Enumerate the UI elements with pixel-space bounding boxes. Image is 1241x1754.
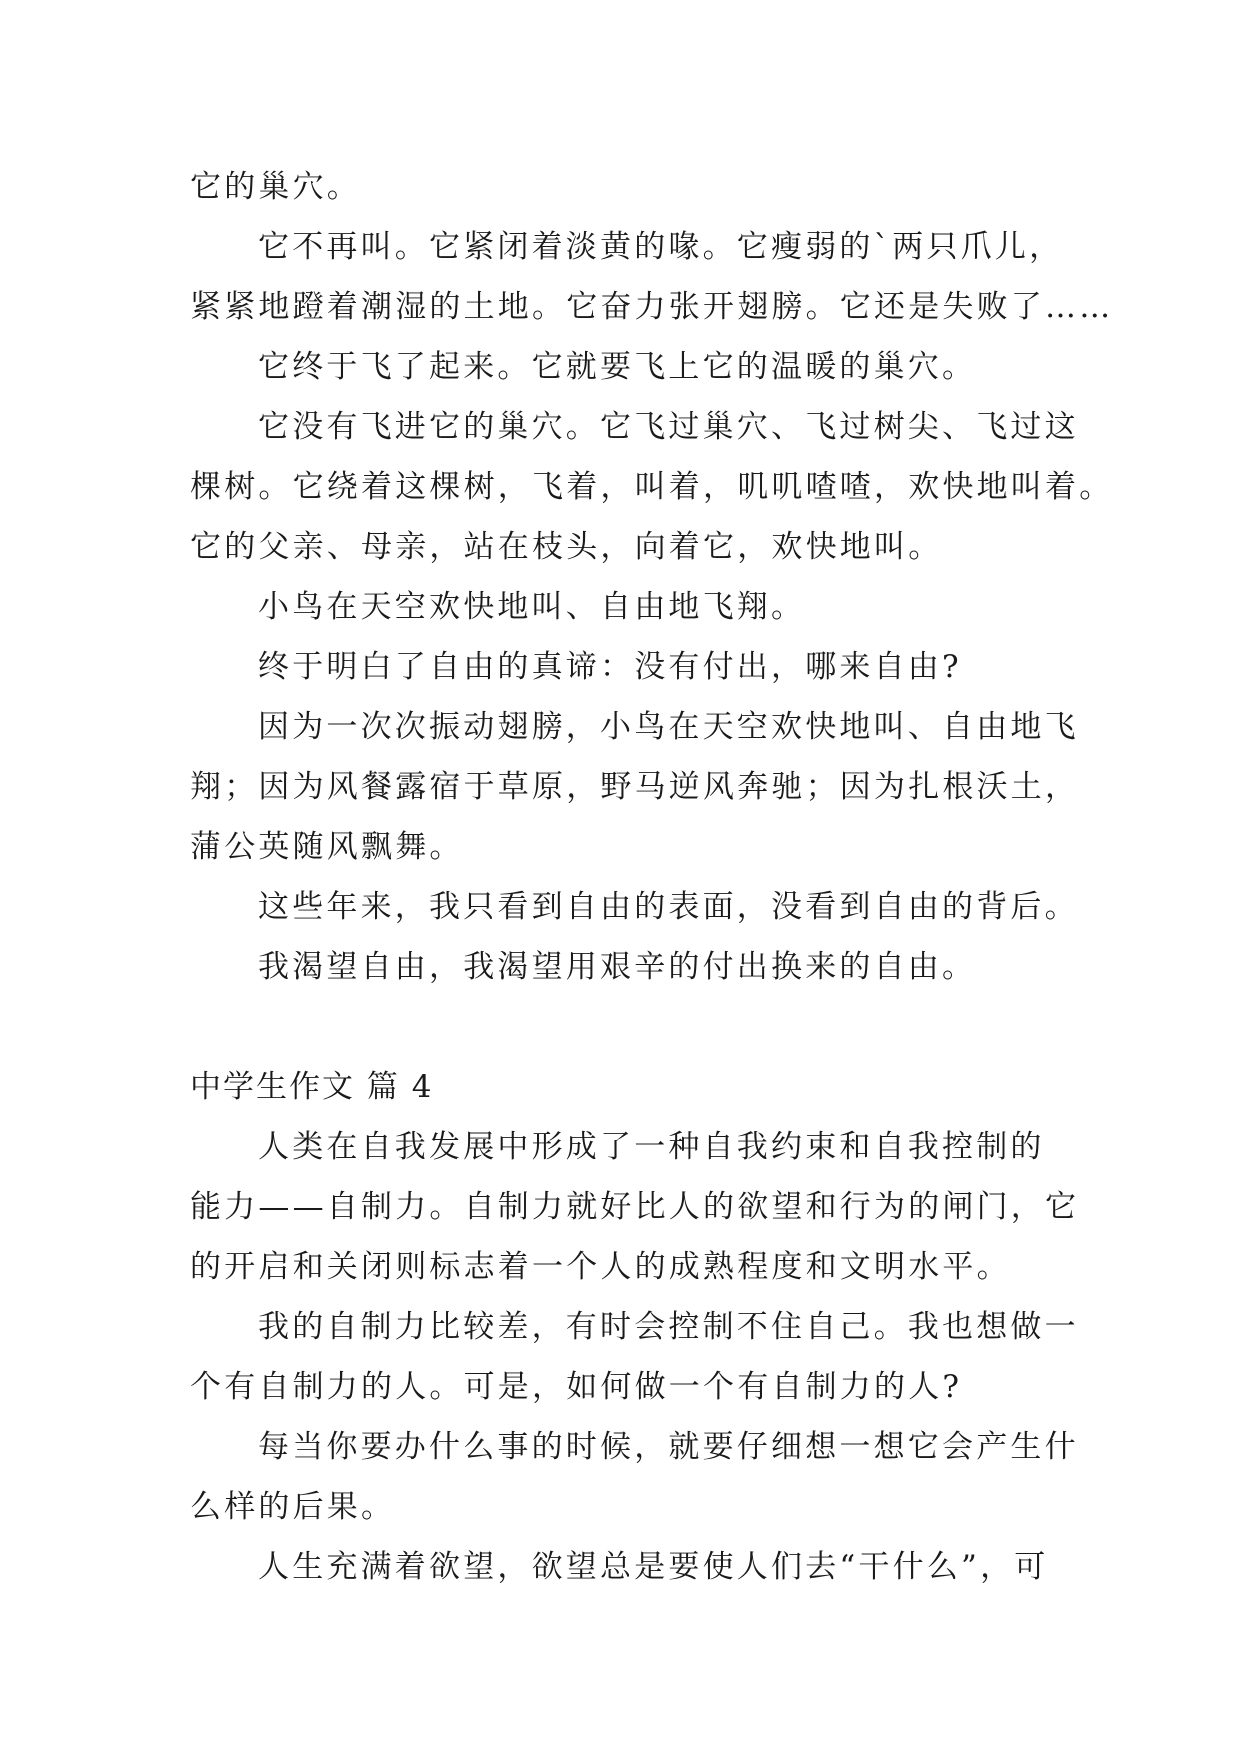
text-line: 它的巢穴。	[190, 169, 361, 205]
text-line: 个有自制力的人。可是，如何做一个有自制力的人?	[190, 1369, 963, 1405]
text-line: 紧紧地蹬着潮湿的土地。它奋力张开翅膀。它还是失败了……	[190, 289, 1114, 325]
paragraph-line: 人类在自我发展中形成了一种自我约束和自我控制的	[258, 1129, 1045, 1165]
paragraph-line: 每当你要办什么事的时候，就要仔细想一想它会产生什	[258, 1429, 1079, 1465]
text-line: 能力——自制力。自制力就好比人的欲望和行为的闸门，它	[190, 1189, 1080, 1225]
text-line: 它的父亲、母亲，站在枝头，向着它，欢快地叫。	[190, 529, 943, 565]
text-line: 么样的后果。	[190, 1489, 396, 1525]
paragraph-line: 因为一次次振动翅膀，小鸟在天空欢快地叫、自由地飞	[258, 709, 1079, 745]
paragraph-line: 我渴望自由，我渴望用艰辛的付出换来的自由。	[258, 949, 977, 985]
text-line: 翔；因为风餐露宿于草原，野马逆风奔驰；因为扎根沃土，	[190, 769, 1080, 805]
text-line: 棵树。它绕着这棵树，飞着，叫着，叽叽喳喳，欢快地叫着。	[190, 469, 1114, 505]
paragraph-line: 它没有飞进它的巢穴。它飞过巢穴、飞过树尖、飞过这	[258, 409, 1079, 445]
section-heading: 中学生作文 篇 4	[190, 1069, 434, 1105]
paragraph-line: 人生充满着欲望，欲望总是要使人们去“干什么”，可	[258, 1549, 1049, 1585]
paragraph-line: 这些年来，我只看到自由的表面，没看到自由的背后。	[258, 889, 1079, 925]
paragraph-line: 它不再叫。它紧闭着淡黄的喙。它瘦弱的`两只爪儿，	[258, 229, 1064, 265]
text-line: 的开启和关闭则标志着一个人的成熟程度和文明水平。	[190, 1249, 1011, 1285]
text-line: 蒲公英随风飘舞。	[190, 829, 464, 865]
paragraph-line: 终于明白了自由的真谛：没有付出，哪来自由?	[258, 649, 962, 685]
paragraph-line: 我的自制力比较差，有时会控制不住自己。我也想做一	[258, 1309, 1079, 1345]
paragraph-line: 小鸟在天空欢快地叫、自由地飞翔。	[258, 589, 806, 625]
paragraph-line: 它终于飞了起来。它就要飞上它的温暖的巢穴。	[258, 349, 977, 385]
